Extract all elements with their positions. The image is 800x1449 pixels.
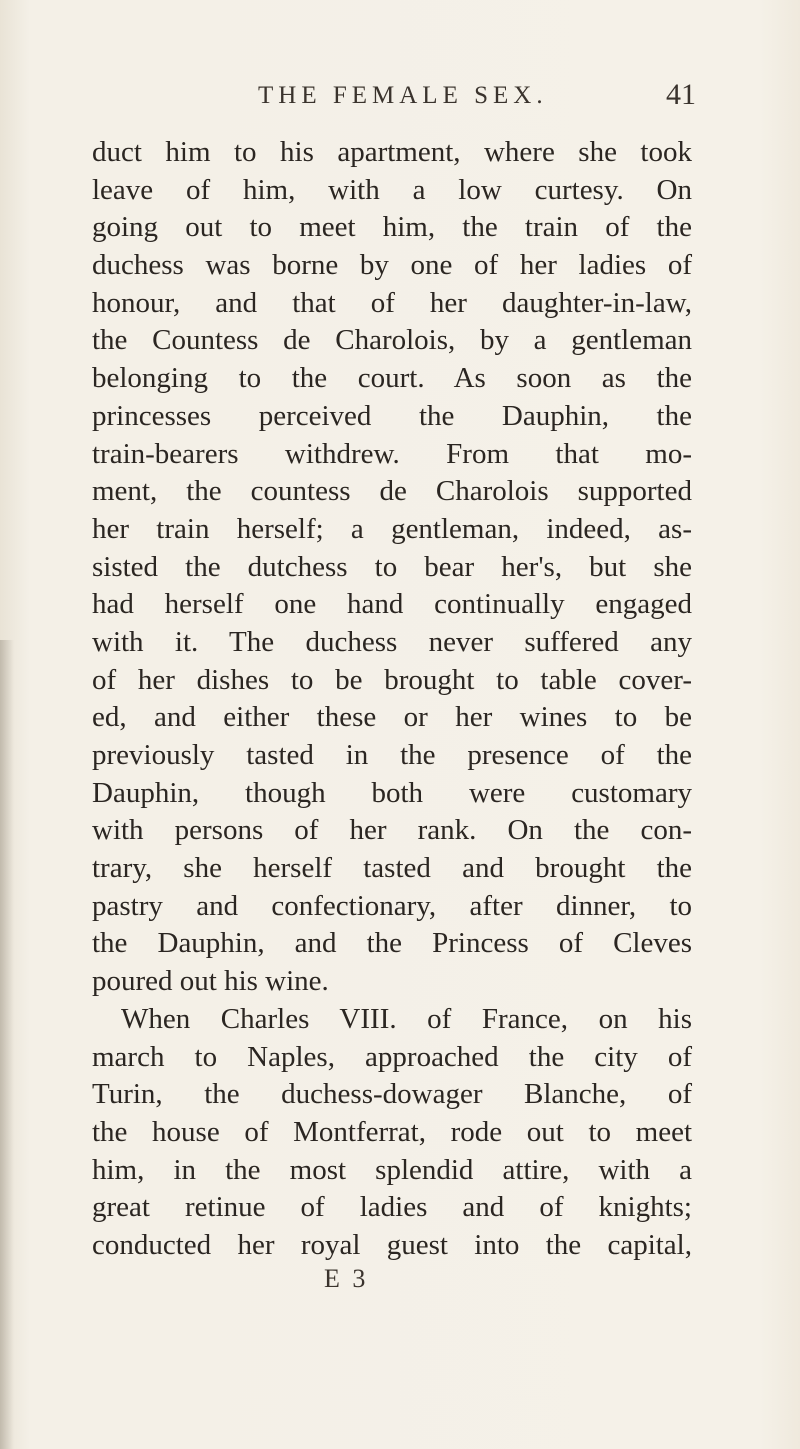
text-line: Dauphin, though both were customary <box>92 776 692 809</box>
text-line: Turin, the duchess-dowager Blanche, of <box>92 1078 692 1111</box>
text-line: honour, and that of her daughter-in-law, <box>92 286 692 319</box>
page-number: 41 <box>666 78 696 111</box>
paragraph-end-line: poured out his wine. <box>92 965 329 998</box>
text-line: sisted the dutchess to bear her's, but she <box>92 550 692 583</box>
body-text <box>92 134 692 1265</box>
text-line: the house of Montferrat, rode out to meet <box>92 1115 692 1148</box>
running-head: THE FEMALE SEX. <box>258 82 548 109</box>
text-line: with persons of her rank. On the con- <box>92 814 692 847</box>
text-line: conducted her royal guest into the capital, <box>92 1228 692 1261</box>
text-line: ed, and either these or her wines to be <box>92 701 692 734</box>
text-line: of her dishes to be brought to table cover- <box>92 663 692 696</box>
text-line: him, in the most splendid attire, with a <box>92 1153 692 1186</box>
text-line: belonging to the court. As soon as the <box>92 362 692 395</box>
text-line: her train herself; a gentleman, indeed, as- <box>92 512 692 545</box>
text-line: great retinue of ladies and of knights; <box>92 1191 692 1224</box>
text-line: princesses perceived the Dauphin, the <box>92 399 692 432</box>
text-line: the Countess de Charolois, by a gentleman <box>92 324 692 357</box>
signature-mark: E 3 <box>324 1264 369 1293</box>
text-line: pastry and confectionary, after dinner, to <box>92 889 692 922</box>
text-line: the Dauphin, and the Princess of Cleves <box>92 927 692 960</box>
text-line: duchess was borne by one of her ladies of <box>92 249 692 282</box>
text-line: had herself one hand continually engaged <box>92 588 692 621</box>
text-line: previously tasted in the presence of the <box>92 739 692 771</box>
text-line: leave of him, with a low curtesy. On <box>92 173 692 206</box>
paragraph-start-line: When Charles VIII. of France, on his <box>121 1002 692 1035</box>
text-line: march to Naples, approached the city of <box>92 1040 692 1073</box>
text-line: going out to meet him, the train of the <box>92 211 692 244</box>
text-line: with it. The duchess never suffered any <box>92 625 692 658</box>
text-line: train-bearers withdrew. From that mo- <box>92 437 692 470</box>
page-header <box>0 78 800 118</box>
text-line: trary, she herself tasted and brought the <box>92 852 692 885</box>
gutter-shadow <box>0 640 14 1449</box>
text-line: duct him to his apartment, where she took <box>92 136 692 168</box>
text-line: ment, the countess de Charolois supported <box>92 475 692 508</box>
